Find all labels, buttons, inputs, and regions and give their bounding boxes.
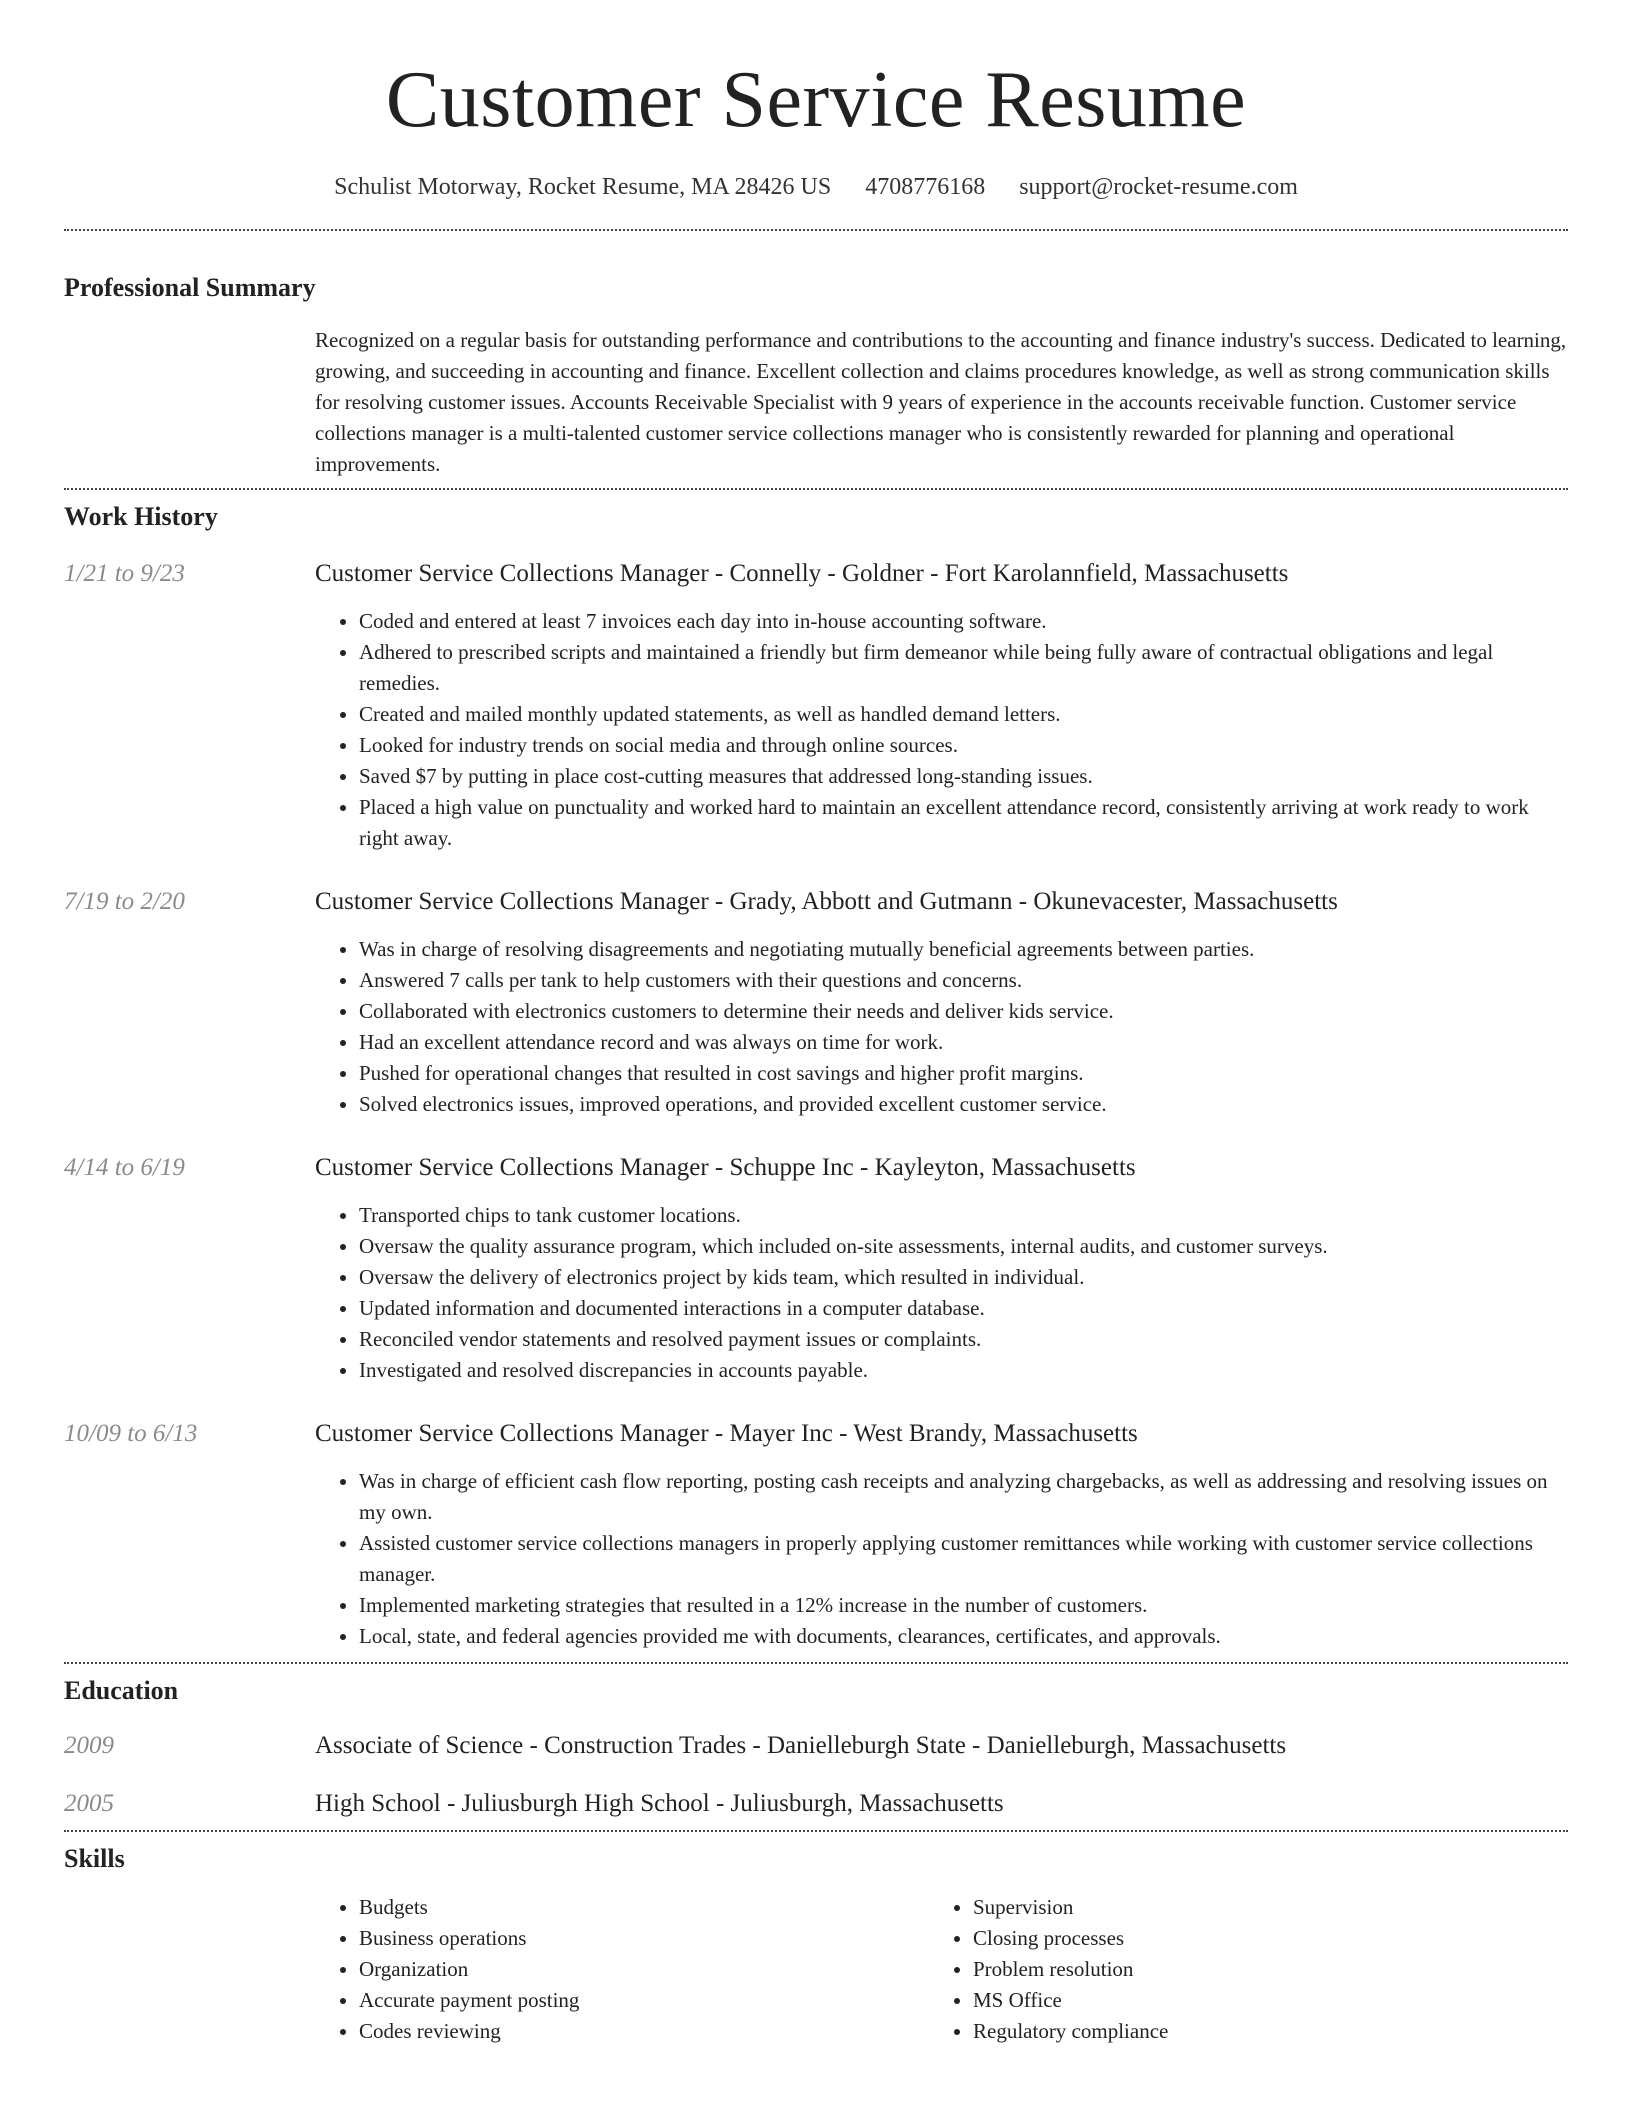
summary-section <box>64 273 1568 480</box>
resume-title: Customer Service Resume <box>385 56 1247 144</box>
job-bullet: • Updated information and documented interactions in a computer database. <box>359 1293 1568 1324</box>
job-bullet: • Solved electronics issues, improved operations, and provided excellent customer service. <box>359 1089 1568 1120</box>
job-bullet: • Was in charge of efficient cash flow reporting, posting cash receipts and analyzing chargebacks, as well as addressing and resolving issues on my own. <box>359 1466 1568 1528</box>
skill-item: • Problem resolution <box>973 1954 1543 1985</box>
summary-heading: Professional Summary <box>64 273 316 302</box>
skill-item: • Regulatory compliance <box>973 2016 1543 2047</box>
job-title: Customer Service Collections Manager - Grady, Abbott and Gutmann - Okunevacester, Massachusetts <box>315 888 1338 915</box>
job-bullets <box>315 1200 1568 1386</box>
job-bullet: • Pushed for operational changes that resulted in cost savings and higher profit margins. <box>359 1058 1568 1089</box>
job-header <box>64 560 1568 588</box>
email: support@rocket-resume.com <box>1019 174 1298 200</box>
job-header <box>64 1154 1568 1182</box>
job-bullet: • Transported chips to tank customer locations. <box>359 1200 1568 1231</box>
job-bullet: • Investigated and resolved discrepancies in accounts payable. <box>359 1355 1568 1386</box>
work-heading: Work History <box>64 502 218 531</box>
skills-columns <box>315 1892 1568 2047</box>
skills-list-left <box>315 1892 929 2047</box>
job-bullet: • Assisted customer service collections managers in properly applying customer remittances while working with customer service collections manager. <box>359 1528 1568 1590</box>
job-list <box>64 560 1568 1652</box>
skill-item: • Budgets <box>359 1892 929 1923</box>
job-bullet: • Looked for industry trends on social media and through online sources. <box>359 730 1568 761</box>
skill-item: • Codes reviewing <box>359 2016 929 2047</box>
resume-page <box>64 0 1568 2047</box>
education-item <box>64 1732 1568 1760</box>
job-dates: 4/14 to 6/19 <box>64 1154 185 1181</box>
job-bullets <box>315 606 1568 854</box>
skill-item: • Accurate payment posting <box>359 1985 929 2016</box>
job-bullet: • Created and mailed monthly updated statements, as well as handled demand letters. <box>359 699 1568 730</box>
work-section <box>64 502 1568 1652</box>
skills-heading: Skills <box>64 1844 125 1873</box>
job-bullet: • Implemented marketing strategies that resulted in a 12% increase in the number of customers. <box>359 1590 1568 1621</box>
job-entry <box>64 1154 1568 1386</box>
job-bullet: • Placed a high value on punctuality and worked hard to maintain an excellent attendance record, consistently arriving at work ready to work right away. <box>359 792 1568 854</box>
job-bullet: • Reconciled vendor statements and resolved payment issues or complaints. <box>359 1324 1568 1355</box>
job-title: Customer Service Collections Manager - Mayer Inc - West Brandy, Massachusetts <box>315 1420 1138 1447</box>
divider <box>64 1662 1568 1664</box>
divider <box>64 488 1568 490</box>
job-bullet: • Coded and entered at least 7 invoices each day into in-house accounting software. <box>359 606 1568 637</box>
job-bullet: • Collaborated with electronics customers to determine their needs and deliver kids service. <box>359 996 1568 1027</box>
summary-text: Recognized on a regular basis for outstanding performance and contributions to the accounting and finance industry's success. Dedicated to learning, growing, and succeeding in accounting and finance. Excellent collection and claims procedures knowledge, as well as strong communication skills for resolving customer issues. Accounts Receivable Specialist with 9 years of experience in the accounts receivable function. Customer service collections manager is a multi-talented customer service collections manager who is consistently rewarded for planning and operational improvements. <box>315 328 1567 476</box>
education-item <box>64 1790 1568 1818</box>
job-bullet: • Was in charge of resolving disagreements and negotiating mutually beneficial agreements between parties. <box>359 934 1568 965</box>
skill-item: • MS Office <box>973 1985 1543 2016</box>
job-bullet: • Adhered to prescribed scripts and maintained a friendly but firm demeanor while being fully aware of contractual obligations and legal remedies. <box>359 637 1568 699</box>
job-dates: 10/09 to 6/13 <box>64 1420 198 1447</box>
skill-item: • Supervision <box>973 1892 1543 1923</box>
job-bullet: • Answered 7 calls per tank to help customers with their questions and concerns. <box>359 965 1568 996</box>
job-title: Customer Service Collections Manager - Connelly - Goldner - Fort Karolannfield, Massachusetts <box>315 560 1289 587</box>
job-entry <box>64 888 1568 1120</box>
phone: 4708776168 <box>865 174 986 200</box>
address: Schulist Motorway, Rocket Resume, MA 28426 US <box>334 174 832 200</box>
education-heading-text: Associate of Science - Construction Trades - Danielleburgh State - Danielleburgh, Massachusetts <box>315 1732 1287 1759</box>
skill-item: • Organization <box>359 1954 929 1985</box>
job-bullet: • Saved $7 by putting in place cost-cutting measures that addressed long-standing issues. <box>359 761 1568 792</box>
job-dates: 7/19 to 2/20 <box>64 888 185 915</box>
job-bullet: • Oversaw the quality assurance program, which included on-site assessments, internal audits, and customer surveys. <box>359 1231 1568 1262</box>
education-section <box>64 1676 1568 1818</box>
divider <box>64 1830 1568 1832</box>
job-entry <box>64 1420 1568 1652</box>
job-entry <box>64 560 1568 854</box>
job-bullet: • Had an excellent attendance record and was always on time for work. <box>359 1027 1568 1058</box>
job-title: Customer Service Collections Manager - Schuppe Inc - Kayleyton, Massachusetts <box>315 1154 1136 1181</box>
education-heading: Education <box>64 1676 179 1705</box>
education-year: 2009 <box>64 1732 114 1759</box>
job-dates: 1/21 to 9/23 <box>64 560 185 587</box>
skill-item: • Business operations <box>359 1923 929 1954</box>
education-heading-text: High School - Juliusburgh High School - Juliusburgh, Massachusetts <box>315 1790 1004 1817</box>
job-bullets <box>315 934 1568 1120</box>
job-bullet: • Local, state, and federal agencies provided me with documents, clearances, certificates, and approvals. <box>359 1621 1568 1652</box>
skill-item: • Closing processes <box>973 1923 1543 1954</box>
contact-line <box>64 174 1568 201</box>
job-bullet: • Oversaw the delivery of electronics project by kids team, which resulted in individual. <box>359 1262 1568 1293</box>
education-year: 2005 <box>64 1790 114 1817</box>
job-header <box>64 888 1568 916</box>
job-bullets <box>315 1466 1568 1652</box>
divider <box>64 229 1568 231</box>
skills-list-right <box>929 1892 1543 2047</box>
skills-section <box>64 1844 1568 2047</box>
job-header <box>64 1420 1568 1448</box>
